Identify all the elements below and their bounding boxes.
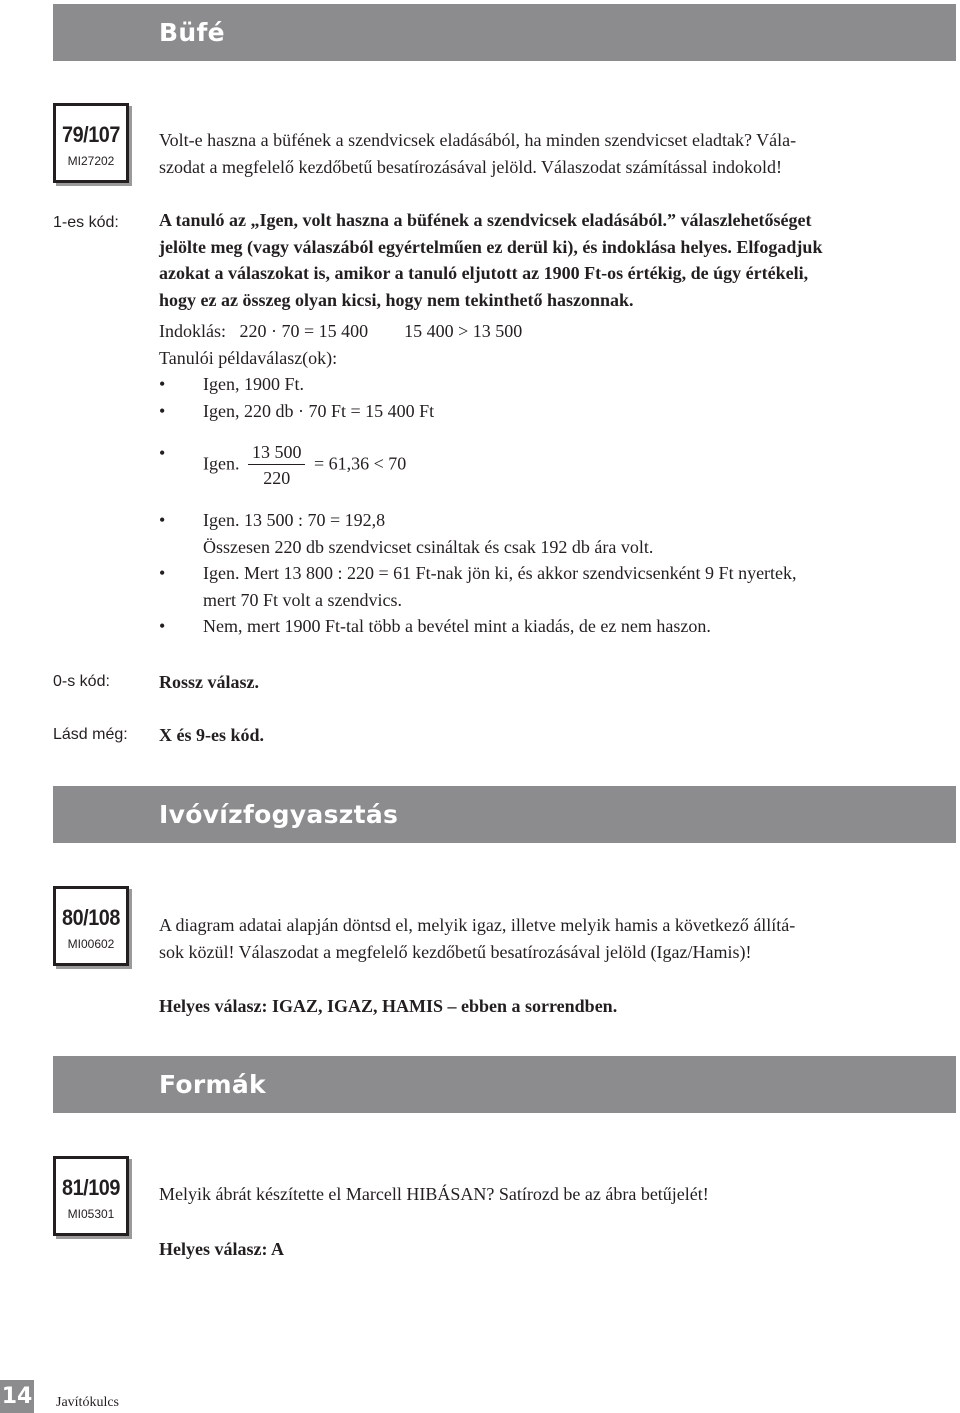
label-see-also: Lásd még: [53,726,128,743]
page-number: 14 [0,1380,34,1413]
task-box-79 [53,103,129,183]
label-code-0: 0-s kód: [53,673,110,690]
list-item: • Igen, 220 db · 70 Ft = 15 400 Ft [159,398,959,425]
task-80-question: A diagram adatai alapján döntsd el, melyik igaz, illetve melyik hamis a következő állítá- sok közül! Válaszodat a megfelelő kezdőbetű besatírozásával jelöld (Igaz/Hamis)! [159,915,796,962]
task-79-question: Volt-e haszna a büfének a szendvicsek eladásából, ha minden szendvicset eladtak? Vála- szodat a megfelelő kezdőbetű besatírozásával jelöld. Válaszodat számítással indokold! [159,130,797,177]
footer-title: Javítókulcs [56,1395,119,1410]
task-79-reasoning: Indoklás: 220 · 70 = 15 400 15 400 > 13 500 Tanulói példaválasz(ok): [159,321,523,368]
example-list [159,371,959,424]
task-81-question: Melyik ábrát készítette el Marcell HIBÁSAN? Satírozd be az ábra betűjelét! [159,1184,709,1204]
label-code-1: 1-es kód: [53,214,119,231]
task-80-answer: Helyes válasz: IGAZ, IGAZ, HAMIS – ebben a sorrendben. [159,996,618,1016]
task-79-answer-code-1: A tanuló az „Igen, volt haszna a büfének a szendvicsek eladásából.” válaszlehetőséget jelölte meg (vagy válaszából egyértelműen ez derül ki), és indoklása helyes. Elfogadjuk azokat a válaszokat is, amikor a tanuló eljutott az 1900 Ft-os értékig, de úgy értékeli, hogy ez az összeg olyan kicsi, hogy nem tekinthető haszonnak. [159,210,823,310]
task-code: MI05301 [67,1207,115,1221]
list-item: • Igen, 1900 Ft. [159,371,959,398]
task-79-see-also: X és 9-es kód. [159,725,265,745]
task-81-answer: Helyes válasz: A [159,1239,284,1259]
task-code: MI27202 [67,154,115,168]
task-79-answer-code-0: Rossz válasz. [159,672,259,692]
list-item: • Igen. 13 500 : 70 = 192,8 Összesen 220 db szendvicset csináltak és csak 192 db ára volt. [159,507,959,560]
task-number: 81/109 [62,1175,120,1200]
example-list-2 [159,507,959,640]
task-code: MI00602 [67,937,115,951]
list-item: • Nem, mert 1900 Ft-tal több a bevétel mint a kiadás, de ez nem haszon. [159,613,959,640]
task-box-81 [53,1156,129,1236]
section-header-ivoviz: Ivóvízfogyasztás [53,786,956,843]
task-number: 79/107 [62,122,120,147]
fraction: $\frac{13 500}{220}$ [248,440,306,491]
task-box-80 [53,886,129,966]
section-header-bufe: Büfé [53,4,956,61]
task-number: 80/108 [62,905,120,930]
example-fraction [159,440,959,491]
list-item: • Igen. Mert 13 800 : 220 = 61 Ft-nak jön ki, és akkor szendvicsenként 9 Ft nyertek, mert 70 Ft volt a szendvics. [159,560,959,613]
list-item: • Igen. $\frac{13 500}{220}$ = 61,36 < 70 [159,440,959,491]
section-header-formak: Formák [53,1056,956,1113]
